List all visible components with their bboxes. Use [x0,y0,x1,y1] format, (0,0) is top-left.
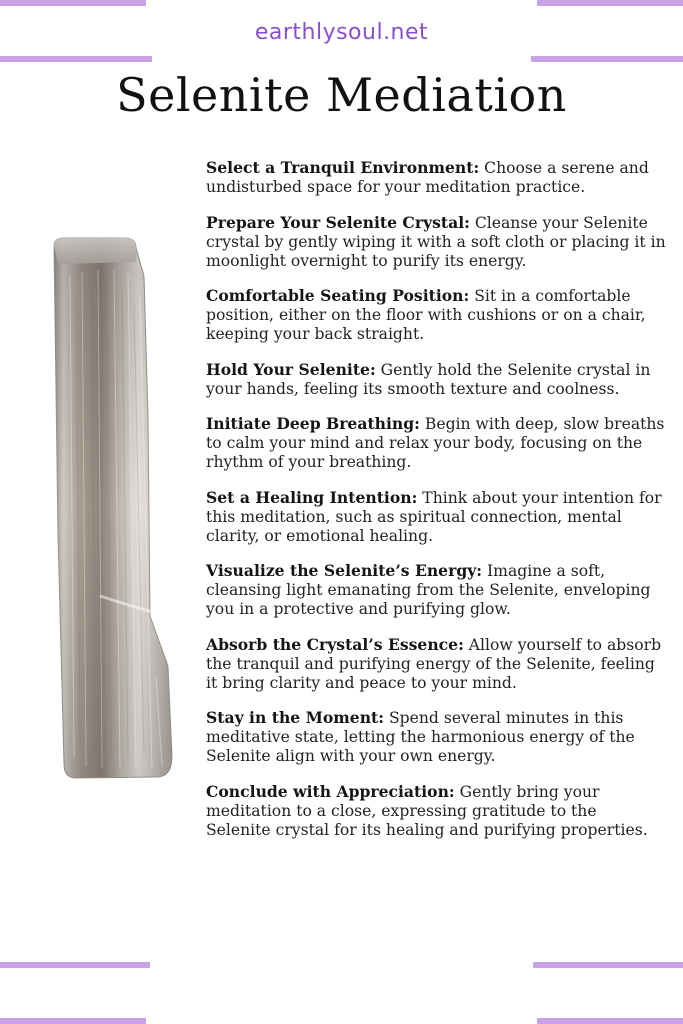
step-label: Absorb the Crystal’s Essence: [206,634,464,654]
step-label: Hold Your Selenite: [206,359,376,379]
list-item [206,414,666,472]
step-label: Prepare Your Selenite Crystal: [206,212,470,232]
selenite-crystal-image [40,236,190,786]
decorative-bar-top-left [0,0,146,6]
step-label: Comfortable Seating Position: [206,286,470,305]
decorative-bar-footer-left [0,962,150,968]
list-item [206,360,666,399]
step-text: Allow yourself to absorb the tranquil and purifying energy of the Selenite, feeling it bring clarity and peace to your mind. [206,635,662,692]
decorative-bar-header-left [0,56,152,62]
list-item [206,635,666,693]
step-text: Begin with deep, slow breaths to calm your mind and relax your body, focusing on the rhythm of your breathing. [206,415,665,471]
meditation-steps-list [206,158,666,855]
step-text: Choose a serene and undisturbed space for your meditation practice. [206,159,649,196]
decorative-bar-top-right [537,0,683,6]
step-label: Stay in the Moment: [206,708,385,727]
list-item [206,782,666,840]
decorative-bar-header-right [531,56,683,62]
step-text: Sit in a comfortable position, either on the floor with cushions or on a chair, keeping your back straight. [206,287,646,343]
step-label: Set a Healing Intention: [206,487,418,507]
step-label: Initiate Deep Breathing: [206,414,420,433]
step-text: Imagine a soft, cleansing light emanating from the Selenite, enveloping you in a protective and purifying glow. [206,562,651,618]
step-text: Gently hold the Selenite crystal in your hands, feeling its smooth texture and coolness. [206,360,651,398]
step-label: Select a Tranquil Environment: [206,158,480,177]
step-label: Conclude with Appreciation: [206,781,455,801]
step-text: Gently bring your meditation to a close, expressing gratitude to the Selenite crystal for its healing and purifying properties. [206,782,648,839]
list-item [206,158,666,197]
list-item [206,488,666,546]
list-item [206,708,666,766]
list-item [206,286,666,344]
decorative-bar-footer-right [533,962,683,968]
step-text: Think about your intention for this meditation, such as spiritual connection, mental clarity, or emotional healing. [206,488,662,545]
decorative-bar-bottom-right [537,1018,683,1024]
list-item [206,213,666,271]
brand-logo[interactable]: earthlysoul.net [254,20,429,45]
page-title: Selenite Mediation [116,68,567,122]
list-item [206,561,666,619]
step-text: Cleanse your Selenite crystal by gently wiping it with a soft cloth or placing it in moonlight overnight to purify its energy. [206,213,666,270]
step-label: Visualize the Selenite’s Energy: [206,561,483,580]
step-text: Spend several minutes in this meditative state, letting the harmonious energy of the Selenite align with your own energy. [206,709,635,765]
decorative-bar-bottom-left [0,1018,146,1024]
